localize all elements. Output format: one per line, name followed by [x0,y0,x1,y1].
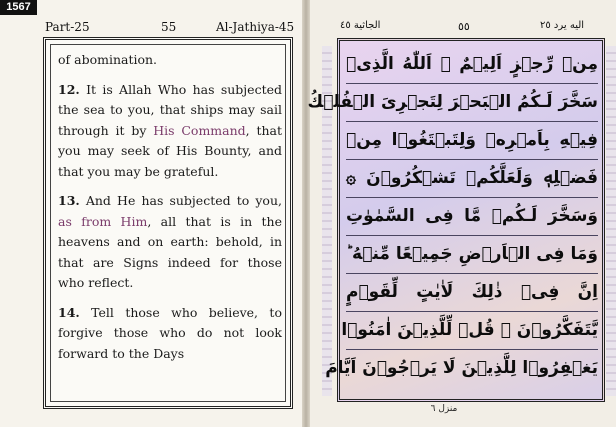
verse-text: It is Allah Who has subjected the sea to you, that ships may sail through it by [58,81,282,138]
arabic-line-8: يَّتَفَكَّرُوۡنَ ۞ قُلۡ لِّلَّذِيۡنَ اٰمَنُوۡا [346,312,598,350]
arabic-line-7: اِنَّ فِىۡ ذٰلِكَ لَاٰيٰتٍ لِّقَوۡمٍ [346,274,598,312]
highlighted-phrase: as from Him [58,213,148,229]
verse-13 [58,191,282,294]
surah-label: Al-Jathiya-45 [216,20,295,34]
verse-14 [58,303,282,365]
verse-number: 14. [58,304,80,320]
book-gutter [302,0,310,427]
verse-number: 13. [58,193,80,208]
verse-11-end [58,50,282,71]
arabic-line-9: يَغۡفِرُوۡا لِلَّذِيۡنَ لَا يَرۡجُوۡنَ اَيَّامَ [325,358,598,378]
arabic-line-3: فِيۡهِ بِاَمۡرِهٖ وَلِتَبۡتَغُوۡا مِنۡ [346,122,598,160]
arabic-line-6: وَمَا فِى الۡاَرۡضِ جَمِيۡعًا مِّنۡهُ ؕ [346,236,598,274]
verse-12 [58,80,282,183]
page-number-arabic: ٥٥ [458,20,470,33]
verse-text: And He has subjected to you, [85,193,282,208]
arabic-line-1: مِنۡ رِّجۡزٍ اَلِيۡمٌ ۞ اَللّٰهُ الَّذِىۡ [346,46,598,84]
arabic-line-2: سَخَّرَ لَـكُمُ الۡبَحۡرَ لِتَجۡرِىَ الۡفُلۡكُ [346,84,598,122]
translation-text [58,50,282,373]
page-badge: 1567 [0,0,37,15]
surah-label-arabic: الجاثية ٤٥ [340,20,381,31]
arabic-line-4: فَضۡلِهٖ وَلَعَلَّكُمۡ تَشۡكُرُوۡنَ ۞ [346,160,598,198]
manzil-label: منزل ٦ [430,404,458,414]
verse-number: 12. [58,81,80,97]
verse-text: , all that is in the heavens and on earth: behold, in that are Signs indeed for those who reflect. [58,213,282,290]
arabic-line-5: وَسَخَّرَ لَـكُمۡ مَّا فِى السَّمٰوٰتِ [346,198,598,236]
part-label: Part-25 [45,20,90,34]
verse-text: of abomination. [58,52,158,67]
arabic-text [307,46,598,387]
verse-text: , that you may seek of His Bounty, and that you may be grateful. [58,122,282,179]
part-label-arabic: الیه یرد ٢٥ [540,20,585,31]
highlighted-phrase: His Command [153,122,246,138]
verse-text: Tell those who believe, to forgive those who do not look forward to the Days [58,304,282,361]
right-border-ornament [606,46,616,396]
page-number: 55 [161,20,177,34]
